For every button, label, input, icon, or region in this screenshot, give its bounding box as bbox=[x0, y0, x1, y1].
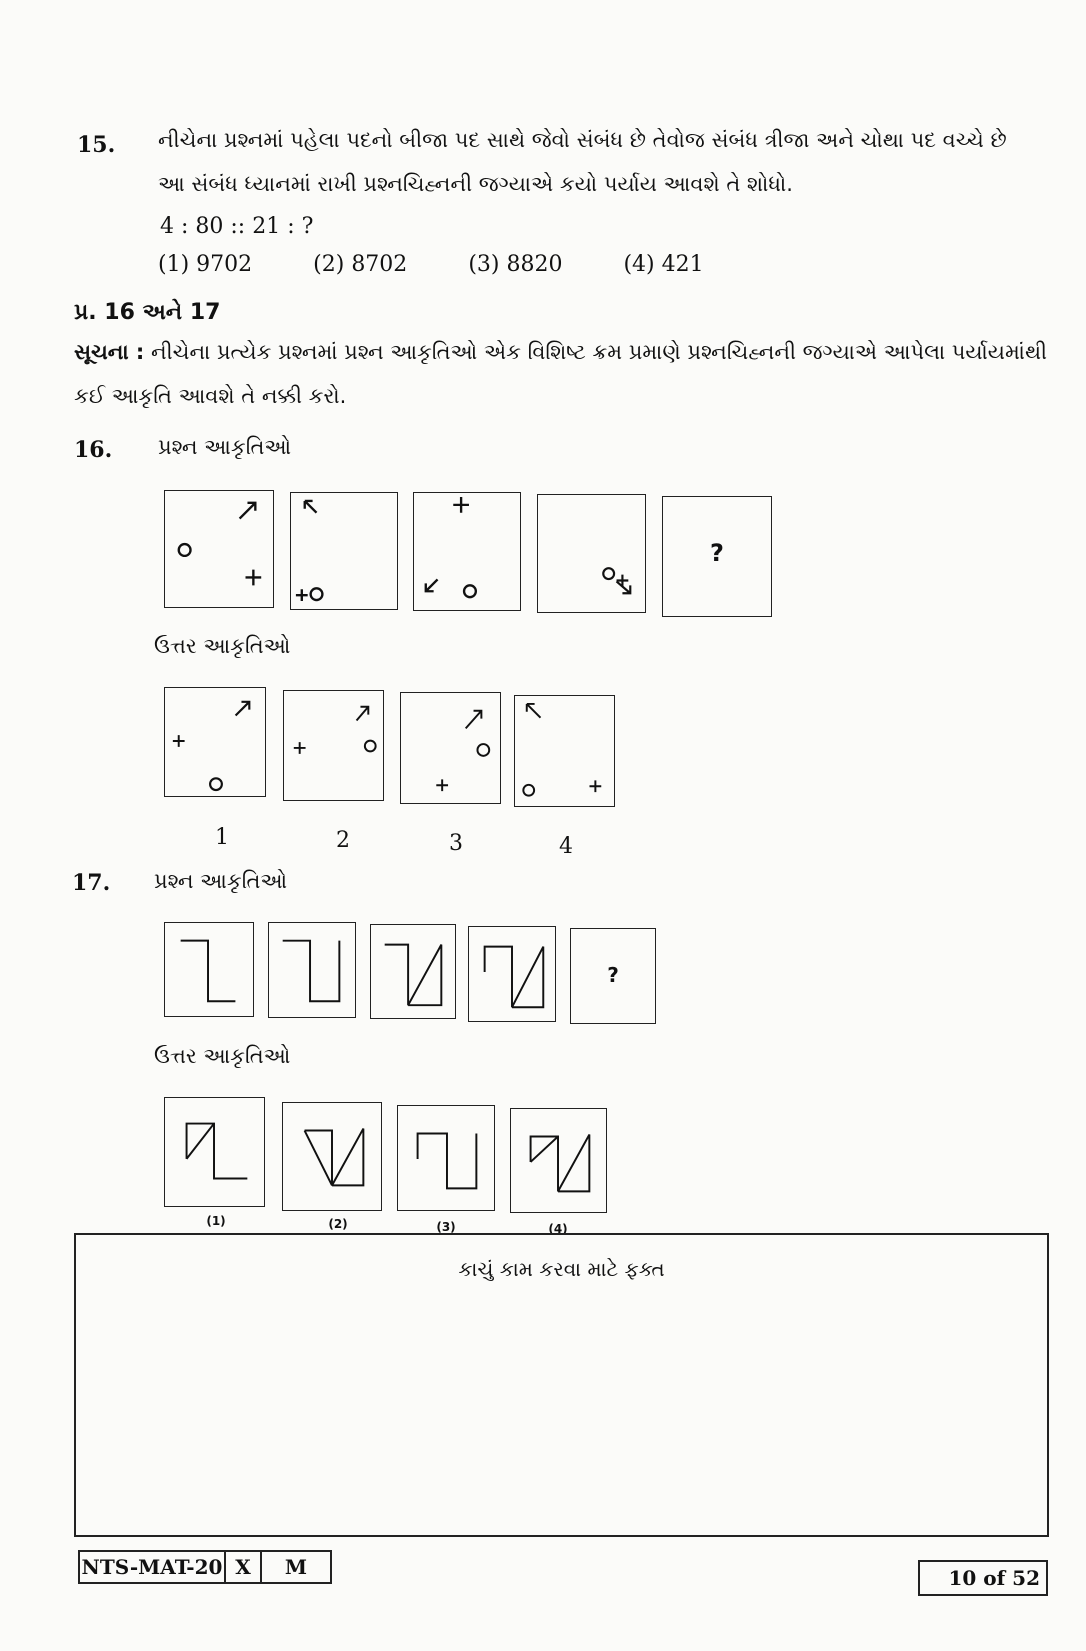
instruction-line2: કઈ આકૃતિ આવશે તે નક્કી કરો. bbox=[74, 384, 347, 408]
question-mark: ? bbox=[710, 539, 724, 567]
option-1[interactable]: (1) 9702 bbox=[158, 252, 253, 277]
question-15-text-line2: આ સંબંધ ધ્યાનમાં રાખી પ્રશ્નચિહ્નની જગ્યાએ કયો પર્યાય આવશે તે શોધો. bbox=[158, 172, 793, 196]
question-mark: ? bbox=[607, 963, 619, 987]
page-number: 10 of 52 bbox=[948, 1566, 1040, 1590]
question-16-number: 16. bbox=[74, 437, 113, 463]
q16-answer-number-1: 1 bbox=[215, 825, 229, 850]
q16-answer-figure-4[interactable] bbox=[514, 695, 615, 807]
footer-std: X bbox=[226, 1552, 262, 1582]
q17-answer-number-3: (3) bbox=[436, 1220, 456, 1234]
q16-answer-figure-3[interactable] bbox=[400, 692, 501, 804]
question-15-options bbox=[158, 252, 752, 277]
q17-answer-number-4: (4) bbox=[548, 1222, 568, 1236]
q17-answer-figure-3[interactable] bbox=[397, 1105, 495, 1211]
q16-question-figure-3 bbox=[413, 492, 521, 611]
q17-answer-number-2: (2) bbox=[328, 1217, 348, 1231]
footer-code-box bbox=[78, 1550, 332, 1584]
q17-answer-number-1: (1) bbox=[206, 1214, 226, 1228]
option-2[interactable]: (2) 8702 bbox=[313, 252, 408, 277]
q17-question-figure-4 bbox=[468, 926, 556, 1022]
q17-answer-figure-4[interactable] bbox=[510, 1108, 607, 1213]
q16-answer-number-4: 4 bbox=[559, 834, 573, 859]
q17-answer-figure-1[interactable] bbox=[164, 1097, 265, 1207]
question-15-expression: 4 : 80 :: 21 : ? bbox=[160, 214, 314, 239]
q17-question-figure-3 bbox=[370, 924, 456, 1019]
question-15-text-line1: નીચેના પ્રશ્નમાં પહેલા પદનો બીજા પદ સાથે જેવો સંબંધ છે તેવોજ સંબંધ ત્રીજા અને ચોથા પદ વચ્ચે છે bbox=[158, 128, 1007, 152]
q16-answer-number-2: 2 bbox=[336, 828, 350, 853]
footer-paper-code: NTS-MAT-20 bbox=[80, 1552, 226, 1582]
instruction-text: નીચેના પ્રત્યેક પ્રશ્નમાં પ્રશ્ન આકૃતિઓ એક વિશિષ્ટ ક્રમ પ્રમાણે પ્રશ્નચિહ્નની જગ્યાએ આપેલા પર્યાયમાંથી bbox=[151, 340, 1048, 364]
question-15-number: 15. bbox=[77, 132, 116, 158]
option-3[interactable]: (3) 8820 bbox=[468, 252, 563, 277]
q16-answer-figure-2[interactable] bbox=[283, 690, 384, 801]
q17-question-figure-5 bbox=[570, 928, 656, 1024]
q16-answer-figure-1[interactable] bbox=[164, 687, 266, 797]
question-17-answer-label: ઉત્તર આકૃતિઓ bbox=[154, 1044, 291, 1068]
rough-work-box bbox=[74, 1233, 1049, 1537]
q16-question-figure-1 bbox=[164, 490, 274, 608]
q17-question-figure-2 bbox=[268, 922, 356, 1018]
footer-page-box bbox=[918, 1560, 1048, 1596]
question-16-answer-label: ઉત્તર આકૃતિઓ bbox=[154, 634, 291, 658]
q16-question-figure-4 bbox=[537, 494, 646, 613]
footer-medium: M bbox=[284, 1555, 308, 1579]
instruction-label: સૂચના : bbox=[74, 340, 145, 364]
instruction-line1 bbox=[74, 340, 1047, 365]
question-17-number: 17. bbox=[72, 870, 111, 896]
q16-question-figure-5 bbox=[662, 496, 772, 617]
section-heading: પ્ર. 16 અને 17 bbox=[74, 300, 221, 325]
q17-question-figure-1 bbox=[164, 922, 254, 1017]
q16-question-figure-2 bbox=[290, 492, 398, 610]
option-4[interactable]: (4) 421 bbox=[623, 252, 704, 277]
q16-answer-number-3: 3 bbox=[449, 831, 463, 856]
q17-answer-figure-2[interactable] bbox=[282, 1102, 382, 1211]
question-16-figures-label: પ્રશ્ન આકૃતિઓ bbox=[158, 435, 292, 459]
question-17-figures-label: પ્રશ્ન આકૃતિઓ bbox=[154, 869, 288, 893]
rough-work-label: કાચું કામ કરવા માટે ફક્ત bbox=[458, 1257, 665, 1281]
